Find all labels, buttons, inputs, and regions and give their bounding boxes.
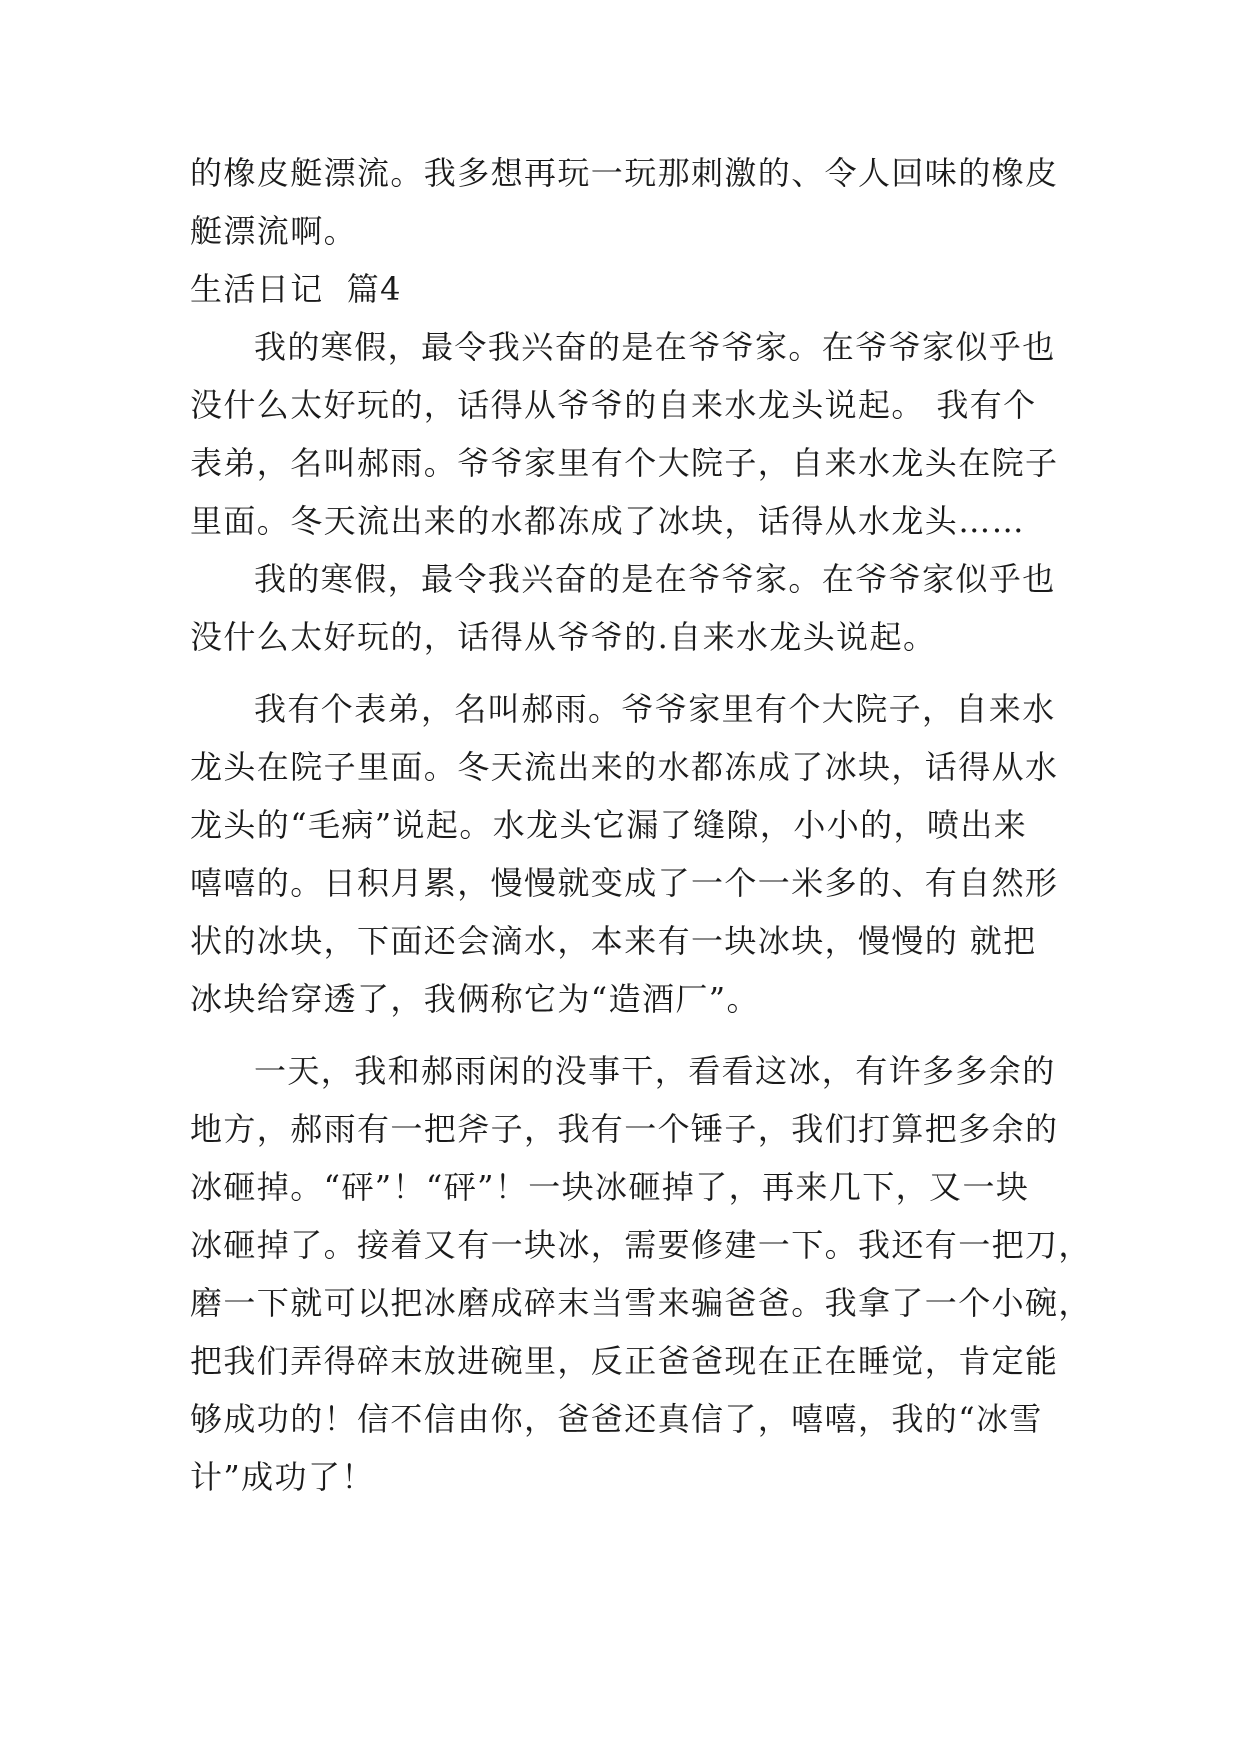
- text-line: 够成功的！信不信由你，爸爸还真信了，嘻嘻，我的“冰雪: [190, 1400, 1043, 1438]
- paragraph-4: [190, 1042, 1092, 1506]
- text-line: 状的冰块，下面还会滴水，本来有一块冰块，慢慢的 就把: [190, 922, 1037, 960]
- text-line: 地方，郝雨有一把斧子，我有一个锤子，我们打算把多余的: [190, 1110, 1059, 1148]
- text-line: 冰砸掉。“砰”！“砰”！一块冰砸掉了，再来几下，又一块: [190, 1168, 1030, 1206]
- document-body: [190, 144, 1092, 1506]
- text-line: 我的寒假，最令我兴奋的是在爷爷家。在爷爷家似乎也: [254, 560, 1056, 598]
- text-line: 里面。冬天流出来的水都冻成了冰块，话得从水龙头……: [190, 502, 1026, 540]
- text-line: 的橡皮艇漂流。我多想再玩一玩那刺激的、令人回味的橡皮: [190, 154, 1059, 192]
- text-line: 没什么太好玩的，话得从爷爷的.自来水龙头说起。: [190, 618, 937, 656]
- text-line: 把我们弄得碎末放进碗里，反正爸爸现在正在睡觉，肯定能: [190, 1342, 1059, 1380]
- text-line: 没什么太好玩的，话得从爷爷的自来水龙头说起。 我有个: [190, 386, 1037, 424]
- paragraph-3: [190, 680, 1059, 1028]
- text-line: 我的寒假，最令我兴奋的是在爷爷家。在爷爷家似乎也: [254, 328, 1056, 366]
- text-line: 冰砸掉了。接着又有一块冰，需要修建一下。我还有一把刀，: [190, 1226, 1092, 1264]
- paragraph-2: [190, 550, 1054, 666]
- paragraph-1: [190, 318, 1059, 550]
- continuation-paragraph: [190, 144, 1059, 260]
- text-line: 冰块给穿透了，我俩称它为“造酒厂”。: [190, 980, 760, 1018]
- section-title: 生活日记 篇4: [190, 270, 402, 308]
- text-line: 磨一下就可以把冰磨成碎末当雪来骗爸爸。我拿了一个小碗，: [190, 1284, 1092, 1322]
- text-line: 艇漂流啊。: [190, 212, 358, 250]
- text-line: 我有个表弟，名叫郝雨。爷爷家里有个大院子，自来水: [254, 690, 1056, 728]
- text-line: 龙头在院子里面。冬天流出来的水都冻成了冰块，话得从水: [190, 748, 1059, 786]
- text-line: 嘻嘻的。日积月累，慢慢就变成了一个一米多的、有自然形: [190, 864, 1059, 902]
- text-line: 龙头的“毛病”说起。水龙头它漏了缝隙，小小的，喷出来: [190, 806, 1028, 844]
- text-line: 表弟，名叫郝雨。爷爷家里有个大院子，自来水龙头在院子: [190, 444, 1059, 482]
- text-line: 计”成功了！: [190, 1458, 375, 1496]
- text-line: 一天，我和郝雨闲的没事干，看看这冰，有许多多余的: [254, 1052, 1056, 1090]
